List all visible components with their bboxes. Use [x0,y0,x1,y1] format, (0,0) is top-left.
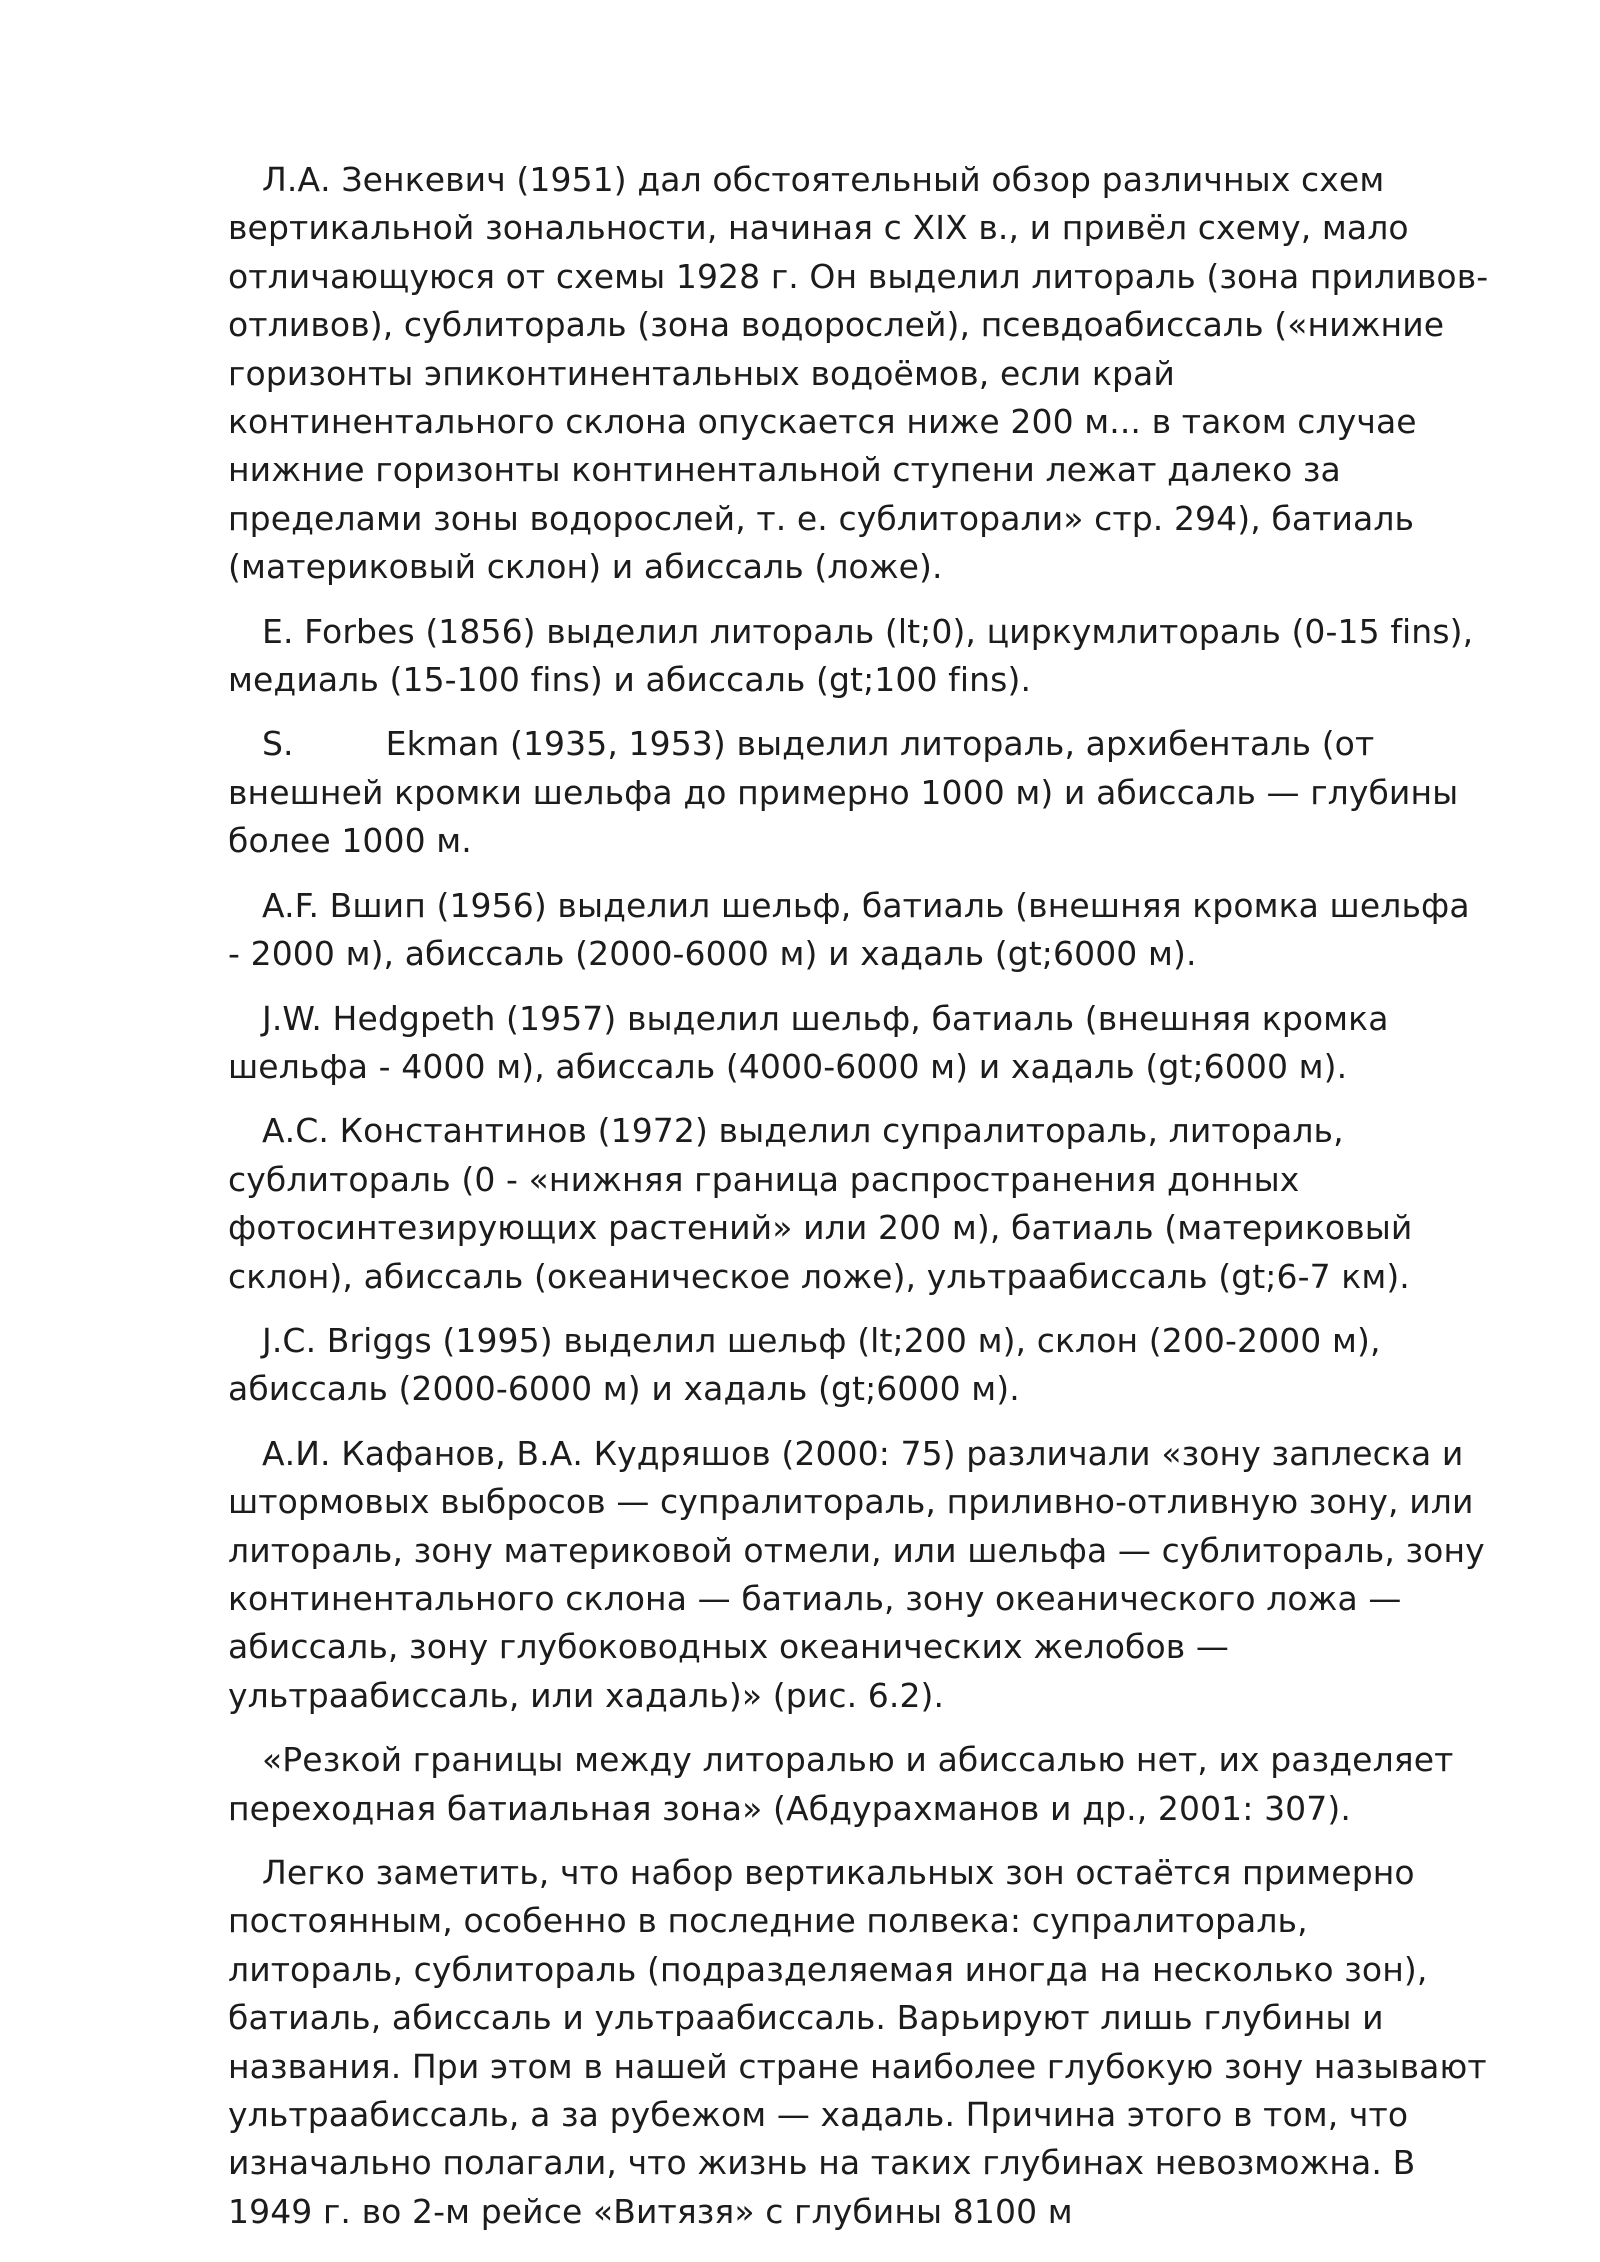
paragraph-abdurakhmanov: «Резкой границы между литоралью и абиссалью нет, их разделяет переходная батиальная зона» (Абдурахманов и др., 2001: 307). [228,1740,1454,1828]
ekman-initial: S. [262,724,294,764]
paragraph-ekman [228,720,1490,865]
paragraph-zenkevich: Л.А. Зенкевич (1951) дал обстоятельный обзор различных схем вертикальной зональности, начиная с XIX в., и привёл схему, мало отличающуюся от схемы 1928 г. Он выделил литораль (зона приливов-отливов), сублитораль (зона водорослей), псевдоабиссаль («нижние горизонты эпиконтинентальных водоёмов, если край континентального склона опускается ниже 200 м... в таком случае нижние горизонты континентальной ступени лежат далеко за пределами зоны водорослей, т. е. сублиторали» стр. 294), батиаль (материковый склон) и абиссаль (ложе). [228,160,1489,587]
document-body [228,156,1490,2252]
paragraph-hedgpeth: J.W. Hedgpeth (1957) выделил шельф, батиаль (внешняя кромка шельфа - 4000 м), абиссаль (4000-6000 м) и хадаль (gt;6000 м). [228,998,1389,1086]
paragraph-kafanov: А.И. Кафанов, В.А. Кудряшов (2000: 75) различали «зону заплеска и штормовых выбросов — супралитораль, приливно-отливную зону, или литораль, зону материковой отмели, или шельфа — сублитораль, зону континентального склона — батиаль, зону океанического ложа — абиссаль, зону глубоководных океанических желобов — ультраабиссаль, или хадаль)» (рис. 6.2). [228,1433,1485,1715]
ekman-text: Ekman (1935, 1953) выделил литораль, архибенталь (от внешней кромки шельфа до примерно 1000 м) и абиссаль — глубины более 1000 м. [228,724,1459,861]
paragraph-konstantinov: А.С. Константинов (1972) выделил супралитораль, литораль, сублитораль (0 - «нижняя граница распространения донных фотосинтезирующих растений» или 200 м), батиаль (материковый склон), абиссаль (океаническое ложе), ультраабиссаль (gt;6-7 км). [228,1111,1413,1296]
paragraph-briggs: J.C. Briggs (1995) выделил шельф (lt;200 м), склон (200-2000 м), абиссаль (2000-6000 м) и хадаль (gt;6000 м). [228,1320,1381,1409]
paragraph-forbes: E. Forbes (1856) выделил литораль (lt;0), циркумлитораль (0-15 fins), медиаль (15-100 fins) и абиссаль (gt;100 fins). [228,611,1474,700]
paragraph-conclusion: Легко заметить, что набор вертикальных зон остаётся примерно постоянным, особенно в последние полвека: супралитораль, литораль, сублитораль (подразделяемая иногда на несколько зон), батиаль, абиссаль и ультраабиссаль. Варьируют лишь глубины и названия. При этом в нашей стране наиболее глубокую зону называют ультраабиссаль, а за рубежом — хадаль. Причина этого в том, что изначально полагали, что жизнь на таких глубинах невозможна. В 1949 г. во 2-м рейсе «Витязя» с глубины 8100 м [228,1853,1487,2231]
paragraph-bruun: A.F. Вшип (1956) выделил шельф, батиаль (внешняя кромка шельфа - 2000 м), абиссаль (2000-6000 м) и хадаль (gt;6000 м). [228,885,1470,974]
